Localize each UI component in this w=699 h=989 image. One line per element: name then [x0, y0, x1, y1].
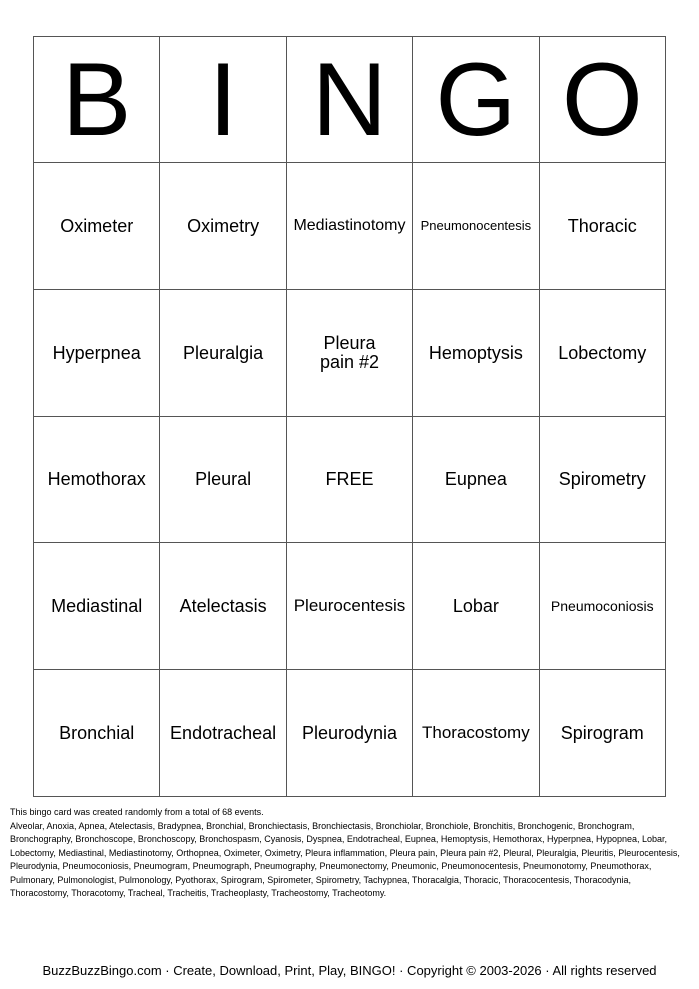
bingo-cell: Hemoptysis [413, 290, 539, 417]
bingo-cell: Lobectomy [539, 290, 665, 417]
page-footer: BuzzBuzzBingo.com · Create, Download, Print, Play, BINGO! · Copyright © 2003-2026 · All rights reserved [42, 963, 657, 978]
header-letter-g: G [413, 37, 539, 163]
bingo-cell: Mediastinal [34, 543, 160, 670]
bingo-cell: Pleural [160, 417, 286, 543]
bingo-cell: Pleurocentesis [286, 543, 412, 670]
card-row [34, 290, 666, 417]
bingo-cell: Hyperpnea [34, 290, 160, 417]
header-letter-o: O [539, 37, 665, 163]
bingo-cell: Thoracostomy [413, 670, 539, 797]
bingo-cell: Eupnea [413, 417, 539, 543]
bingo-cell: Bronchial [34, 670, 160, 797]
bingo-cell: Pleurodynia [286, 670, 412, 797]
bingo-cell: Hemothorax [34, 417, 160, 543]
card-info [10, 806, 690, 901]
bingo-cell: Oximeter [34, 163, 160, 290]
card-info-event-list: Alveolar, Anoxia, Apnea, Atelectasis, Bradypnea, Bronchial, Bronchiectasis, Bronchiectasis, Bronchiolar, Bronchiole, Bronchitis, Bronchogenic, Bronchogram, Bronchography, Bronchoscope, Bronchoscopy, Bronchospasm, Cyanosis, Dyspnea, Endotracheal, Eupnea, Hemoptysis, Hemothorax, Hyperpnea, Hypopnea, Lobar, Lobectomy, Mediastinal, Mediastinotomy, Orthopnea, Oximeter, Oximetry, Pleura inflammation, Pleura pain, Pleura pain #2, Pleural, Pleuralgia, Pleuritis, Pleurocentesis, Pleurodynia, Pneumoconiosis, Pneumogram, Pneumograph, Pneumography, Pneumonectomy, Pneumonic, Pneumonocentesis, Pneumonotomy, Pneumothorax, Pulmonary, Pulmonologist, Pulmonology, Pyothorax, Spirogram, Spirometer, Spirometry, Tachypnea, Thoracalgia, Thoracic, Thoracocentesis, Thoracodynia, Thoracostomy, Thoracotomy, Tracheal, Tracheitis, Tracheoplasty, Tracheostomy, Tracheotomy. [10, 820, 680, 898]
bingo-cell: Spirogram [539, 670, 665, 797]
card-row [34, 543, 666, 670]
bingo-card [33, 36, 666, 797]
bingo-cell: Atelectasis [160, 543, 286, 670]
card-row [34, 163, 666, 290]
bingo-cell: Oximetry [160, 163, 286, 290]
header-row [34, 37, 666, 163]
header-letter-n: N [286, 37, 412, 163]
card-row [34, 670, 666, 797]
bingo-cell: Mediastinotomy [286, 163, 412, 290]
header-letter-b: B [34, 37, 160, 163]
bingo-cell: Pleura pain #2 [286, 290, 412, 417]
bingo-cell: Pneumonocentesis [413, 163, 539, 290]
bingo-cell: Thoracic [539, 163, 665, 290]
free-space-cell: FREE [286, 417, 412, 543]
header-letter-i: I [160, 37, 286, 163]
card-row [34, 417, 666, 543]
card-info-summary: This bingo card was created randomly from a total of 68 events. [10, 807, 264, 817]
bingo-cell: Pleuralgia [160, 290, 286, 417]
bingo-cell: Spirometry [539, 417, 665, 543]
bingo-cell: Pneumoconiosis [539, 543, 665, 670]
bingo-cell: Lobar [413, 543, 539, 670]
bingo-cell: Endotracheal [160, 670, 286, 797]
